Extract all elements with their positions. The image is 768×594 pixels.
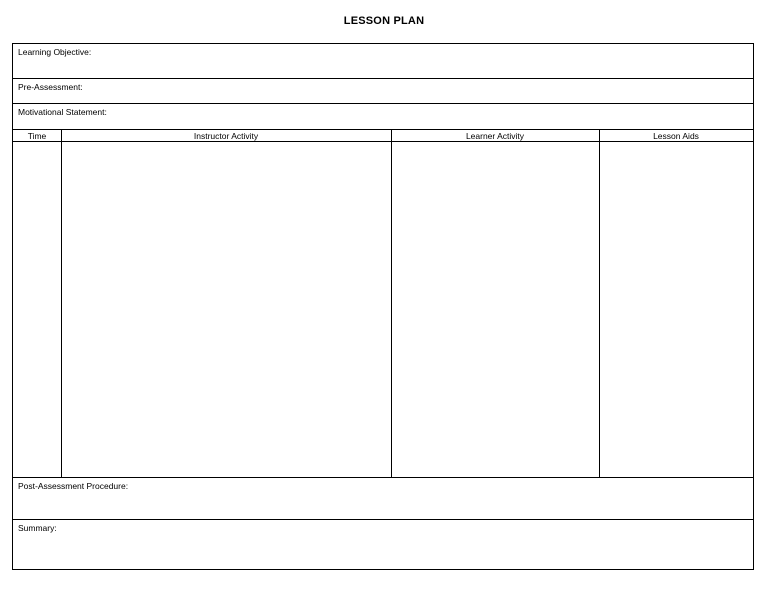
column-header-learner-activity: Learner Activity (465, 131, 525, 141)
lesson-plan-form (12, 43, 754, 570)
lesson-aids-cell[interactable] (601, 142, 753, 477)
column-divider-learner (599, 130, 600, 477)
column-header-time: Time (27, 131, 47, 141)
learning-objective-label: Learning Objective: (18, 47, 92, 57)
pre-assessment-section[interactable] (13, 79, 753, 104)
summary-section[interactable] (13, 520, 753, 569)
learner-activity-cell[interactable] (393, 142, 599, 477)
post-assessment-section[interactable] (13, 478, 753, 520)
column-header-instructor-activity: Instructor Activity (193, 131, 259, 141)
learning-objective-section[interactable] (13, 44, 753, 79)
summary-label: Summary: (18, 523, 57, 533)
motivational-statement-section[interactable] (13, 104, 753, 130)
pre-assessment-label: Pre-Assessment: (18, 82, 83, 92)
column-divider-instructor (391, 130, 392, 477)
page-title: LESSON PLAN (343, 15, 425, 27)
post-assessment-label: Post-Assessment Procedure: (18, 481, 129, 491)
motivational-statement-label: Motivational Statement: (18, 107, 107, 117)
column-header-lesson-aids: Lesson Aids (653, 131, 699, 141)
time-column-cell[interactable] (13, 142, 61, 477)
activity-grid-header (13, 130, 753, 142)
instructor-activity-cell[interactable] (62, 142, 391, 477)
activity-grid (13, 130, 753, 478)
